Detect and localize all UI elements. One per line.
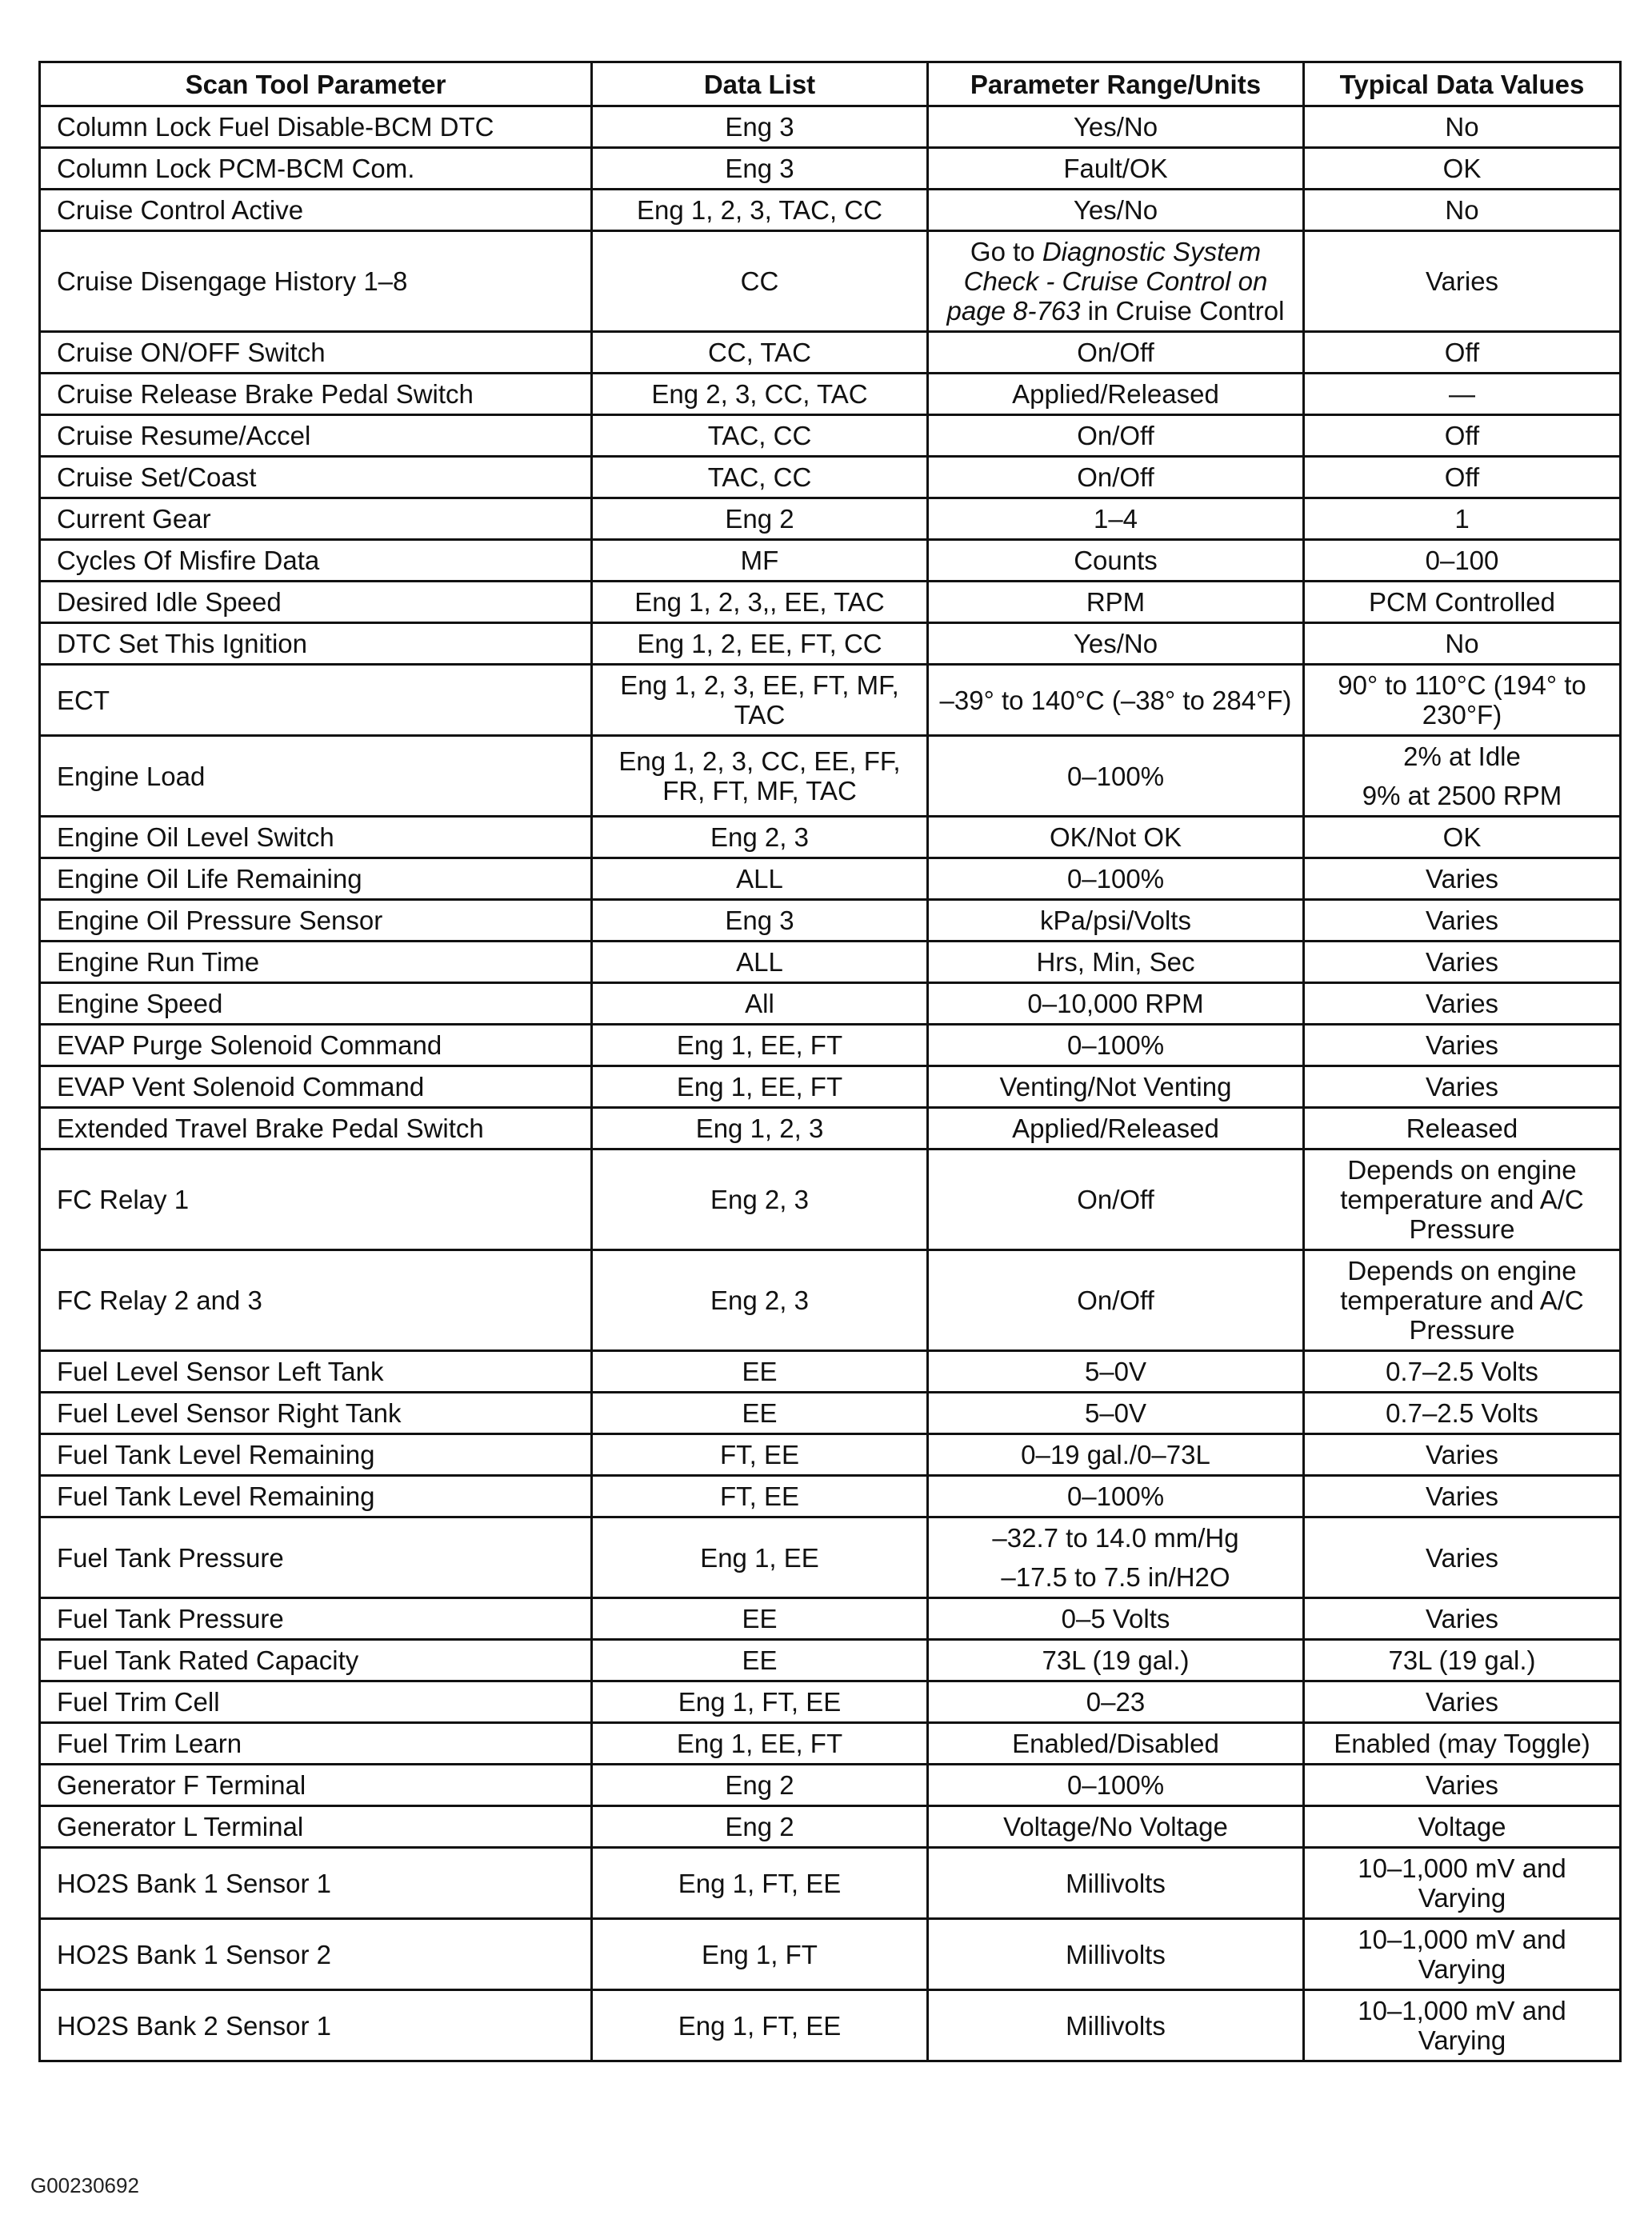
- typical-value-cell: Released: [1304, 1108, 1621, 1149]
- range-units-cell: On/Off: [928, 457, 1304, 498]
- header-row: [40, 62, 1621, 106]
- table-row: [40, 1723, 1621, 1765]
- table-row: [40, 1250, 1621, 1351]
- range-units-cell: Enabled/Disabled: [928, 1723, 1304, 1765]
- range-units-cell: On/Off: [928, 332, 1304, 374]
- typical-value-cell: 10–1,000 mV and Varying: [1304, 1919, 1621, 1990]
- typical-value-cell: 0.7–2.5 Volts: [1304, 1351, 1621, 1393]
- typical-value-cell: [1304, 736, 1621, 817]
- range-units-cell: [928, 231, 1304, 332]
- data-list-cell: Eng 1, FT: [592, 1919, 928, 1990]
- typical-value-cell: Varies: [1304, 1025, 1621, 1066]
- data-list-cell: Eng 1, FT, EE: [592, 1681, 928, 1723]
- parameter-cell: Fuel Tank Level Remaining: [40, 1476, 592, 1517]
- data-list-cell: CC: [592, 231, 928, 332]
- range-units-cell: 0–100%: [928, 858, 1304, 900]
- range-units-cell: Counts: [928, 540, 1304, 582]
- parameter-cell: Current Gear: [40, 498, 592, 540]
- table-row: [40, 582, 1621, 623]
- parameter-cell: Cruise Set/Coast: [40, 457, 592, 498]
- parameter-cell: Cruise Release Brake Pedal Switch: [40, 374, 592, 415]
- range-units-cell: 0–5 Volts: [928, 1598, 1304, 1640]
- typical-value-cell: 73L (19 gal.): [1304, 1640, 1621, 1681]
- typical-value-cell: Varies: [1304, 1066, 1621, 1108]
- table-row: [40, 736, 1621, 817]
- parameter-cell: Column Lock PCM-BCM Com.: [40, 148, 592, 190]
- typical-value-cell: 10–1,000 mV and Varying: [1304, 1990, 1621, 2061]
- range-units-cell: 0–100%: [928, 736, 1304, 817]
- table-row: [40, 665, 1621, 736]
- range-units-cell: Applied/Released: [928, 374, 1304, 415]
- range-units-cell: Yes/No: [928, 623, 1304, 665]
- data-list-cell: Eng 1, 2, 3: [592, 1108, 928, 1149]
- typical-value-cell: Enabled (may Toggle): [1304, 1723, 1621, 1765]
- typical-value-cell: 10–1,000 mV and Varying: [1304, 1848, 1621, 1919]
- parameter-cell: Desired Idle Speed: [40, 582, 592, 623]
- data-list-cell: Eng 1, EE, FT: [592, 1066, 928, 1108]
- typical-value-cell-line: 2% at Idle: [1403, 742, 1521, 771]
- table-row: [40, 1434, 1621, 1476]
- typical-value-cell: Off: [1304, 457, 1621, 498]
- table-row: [40, 942, 1621, 983]
- data-list-cell: Eng 2, 3: [592, 817, 928, 858]
- data-list-cell: Eng 1, FT, EE: [592, 1848, 928, 1919]
- table-row: [40, 415, 1621, 457]
- parameter-cell: Cycles Of Misfire Data: [40, 540, 592, 582]
- data-list-cell: Eng 1, EE, FT: [592, 1025, 928, 1066]
- range-units-cell: 0–19 gal./0–73L: [928, 1434, 1304, 1476]
- range-units-cell: [928, 1517, 1304, 1598]
- typical-value-cell: Depends on engine temperature and A/C Pressure: [1304, 1250, 1621, 1351]
- parameter-cell: FC Relay 2 and 3: [40, 1250, 592, 1351]
- table-row: [40, 1806, 1621, 1848]
- parameter-cell: Column Lock Fuel Disable-BCM DTC: [40, 106, 592, 148]
- typical-value-cell: Varies: [1304, 1434, 1621, 1476]
- table-row: [40, 858, 1621, 900]
- table-row: [40, 1066, 1621, 1108]
- data-list-cell: Eng 1, 2, 3, CC, EE, FF, FR, FT, MF, TAC: [592, 736, 928, 817]
- range-units-cell: 5–0V: [928, 1351, 1304, 1393]
- parameter-cell: Generator L Terminal: [40, 1806, 592, 1848]
- range-units-cell: On/Off: [928, 415, 1304, 457]
- parameter-cell: FC Relay 1: [40, 1149, 592, 1250]
- range-units-cell: 0–10,000 RPM: [928, 983, 1304, 1025]
- range-units-cell: Fault/OK: [928, 148, 1304, 190]
- table-body: [40, 106, 1621, 2061]
- range-units-cell: Hrs, Min, Sec: [928, 942, 1304, 983]
- data-list-cell: Eng 1, 2, 3,, EE, TAC: [592, 582, 928, 623]
- table-row: [40, 498, 1621, 540]
- typical-value-cell: No: [1304, 623, 1621, 665]
- table-row: [40, 1476, 1621, 1517]
- typical-value-cell: Varies: [1304, 900, 1621, 942]
- parameter-cell: Engine Oil Life Remaining: [40, 858, 592, 900]
- parameter-cell: Fuel Level Sensor Right Tank: [40, 1393, 592, 1434]
- parameter-cell: HO2S Bank 1 Sensor 2: [40, 1919, 592, 1990]
- table-row: [40, 623, 1621, 665]
- typical-value-cell: Off: [1304, 332, 1621, 374]
- parameter-cell: Cruise Control Active: [40, 190, 592, 231]
- typical-value-cell: Varies: [1304, 231, 1621, 332]
- table-row: [40, 1393, 1621, 1434]
- typical-value-cell: Depends on engine temperature and A/C Pressure: [1304, 1149, 1621, 1250]
- table-row: [40, 148, 1621, 190]
- table-row: [40, 1919, 1621, 1990]
- parameter-cell: Cruise ON/OFF Switch: [40, 332, 592, 374]
- table-row: [40, 983, 1621, 1025]
- column-header-typical-values: Typical Data Values: [1304, 62, 1621, 106]
- data-list-cell: Eng 2, 3, CC, TAC: [592, 374, 928, 415]
- table-row: [40, 1765, 1621, 1806]
- table-row: [40, 817, 1621, 858]
- range-units-cell: Millivolts: [928, 1990, 1304, 2061]
- parameter-cell: Engine Oil Level Switch: [40, 817, 592, 858]
- data-list-cell: EE: [592, 1393, 928, 1434]
- data-list-cell: FT, EE: [592, 1476, 928, 1517]
- cruise-note-reference: Diagnostic System Check - Cruise Control on page 8-763: [946, 237, 1268, 326]
- typical-value-cell: Varies: [1304, 983, 1621, 1025]
- range-units-cell: OK/Not OK: [928, 817, 1304, 858]
- range-units-cell: 73L (19 gal.): [928, 1640, 1304, 1681]
- data-list-cell: ALL: [592, 858, 928, 900]
- parameter-cell: Engine Speed: [40, 983, 592, 1025]
- table-row: [40, 1681, 1621, 1723]
- data-list-cell: CC, TAC: [592, 332, 928, 374]
- cruise-note-prefix: Go to: [970, 237, 1042, 266]
- range-units-cell: Millivolts: [928, 1848, 1304, 1919]
- range-units-cell: 0–23: [928, 1681, 1304, 1723]
- range-units-cell: Millivolts: [928, 1919, 1304, 1990]
- parameter-cell: EVAP Purge Solenoid Command: [40, 1025, 592, 1066]
- parameter-cell: Engine Load: [40, 736, 592, 817]
- data-list-cell: Eng 2: [592, 1806, 928, 1848]
- data-list-cell: Eng 3: [592, 106, 928, 148]
- typical-value-cell: 90° to 110°C (194° to 230°F): [1304, 665, 1621, 736]
- data-list-cell: Eng 1, 2, 3, EE, FT, MF, TAC: [592, 665, 928, 736]
- range-units-cell: RPM: [928, 582, 1304, 623]
- range-units-cell: 0–100%: [928, 1025, 1304, 1066]
- table-row: [40, 190, 1621, 231]
- typical-value-cell: PCM Controlled: [1304, 582, 1621, 623]
- range-units-cell: Yes/No: [928, 190, 1304, 231]
- typical-value-cell: 1: [1304, 498, 1621, 540]
- typical-value-cell: OK: [1304, 817, 1621, 858]
- parameter-cell: Cruise Disengage History 1–8: [40, 231, 592, 332]
- typical-value-cell: No: [1304, 106, 1621, 148]
- range-units-cell: Voltage/No Voltage: [928, 1806, 1304, 1848]
- range-units-cell: Applied/Released: [928, 1108, 1304, 1149]
- typical-value-cell: Varies: [1304, 1476, 1621, 1517]
- data-list-cell: Eng 1, FT, EE: [592, 1990, 928, 2061]
- table-row: [40, 106, 1621, 148]
- data-list-cell: FT, EE: [592, 1434, 928, 1476]
- range-units-cell: Venting/Not Venting: [928, 1066, 1304, 1108]
- parameter-cell: Engine Run Time: [40, 942, 592, 983]
- range-units-cell: On/Off: [928, 1250, 1304, 1351]
- typical-value-cell: OK: [1304, 148, 1621, 190]
- table-row: [40, 332, 1621, 374]
- typical-value-cell: Varies: [1304, 858, 1621, 900]
- range-units-cell: On/Off: [928, 1149, 1304, 1250]
- data-list-cell: Eng 2: [592, 1765, 928, 1806]
- typical-value-cell: Off: [1304, 415, 1621, 457]
- data-list-cell: Eng 1, 2, 3, TAC, CC: [592, 190, 928, 231]
- data-list-cell: EE: [592, 1351, 928, 1393]
- range-units-cell: –39° to 140°C (–38° to 284°F): [928, 665, 1304, 736]
- data-list-cell: Eng 1, EE: [592, 1517, 928, 1598]
- table-row: [40, 1517, 1621, 1598]
- range-units-cell-line: –17.5 to 7.5 in/H2O: [1001, 1562, 1230, 1592]
- data-list-cell: EE: [592, 1598, 928, 1640]
- data-list-cell: Eng 3: [592, 148, 928, 190]
- data-list-cell: TAC, CC: [592, 415, 928, 457]
- parameter-cell: Fuel Tank Pressure: [40, 1598, 592, 1640]
- table-row: [40, 1598, 1621, 1640]
- parameter-cell: Fuel Tank Level Remaining: [40, 1434, 592, 1476]
- typical-value-cell-line: 9% at 2500 RPM: [1362, 781, 1562, 810]
- data-list-cell: Eng 2, 3: [592, 1149, 928, 1250]
- figure-id: G00230692: [30, 2173, 139, 2197]
- typical-value-cell: Varies: [1304, 1681, 1621, 1723]
- column-header-range-units: Parameter Range/Units: [928, 62, 1304, 106]
- data-list-cell: Eng 2, 3: [592, 1250, 928, 1351]
- parameter-cell: Fuel Trim Cell: [40, 1681, 592, 1723]
- parameter-cell: HO2S Bank 2 Sensor 1: [40, 1990, 592, 2061]
- data-list-cell: Eng 2: [592, 498, 928, 540]
- table-row: [40, 1351, 1621, 1393]
- typical-value-cell: Varies: [1304, 1598, 1621, 1640]
- typical-value-cell: Varies: [1304, 1765, 1621, 1806]
- data-list-cell: Eng 1, 2, EE, FT, CC: [592, 623, 928, 665]
- data-list-cell: TAC, CC: [592, 457, 928, 498]
- range-units-cell: 1–4: [928, 498, 1304, 540]
- data-list-cell: MF: [592, 540, 928, 582]
- typical-value-cell: 0.7–2.5 Volts: [1304, 1393, 1621, 1434]
- table-row: [40, 231, 1621, 332]
- cruise-note-suffix: in Cruise Control: [1080, 296, 1285, 326]
- parameter-cell: Fuel Level Sensor Left Tank: [40, 1351, 592, 1393]
- typical-value-cell: —: [1304, 374, 1621, 415]
- table-row: [40, 1848, 1621, 1919]
- data-list-cell: All: [592, 983, 928, 1025]
- table-row: [40, 1108, 1621, 1149]
- range-units-cell: kPa/psi/Volts: [928, 900, 1304, 942]
- range-units-cell: 0–100%: [928, 1476, 1304, 1517]
- column-header-data-list: Data List: [592, 62, 928, 106]
- data-list-cell: ALL: [592, 942, 928, 983]
- table-row: [40, 1149, 1621, 1250]
- parameter-cell: Generator F Terminal: [40, 1765, 592, 1806]
- data-list-cell: Eng 3: [592, 900, 928, 942]
- parameter-cell: Engine Oil Pressure Sensor: [40, 900, 592, 942]
- parameter-cell: HO2S Bank 1 Sensor 1: [40, 1848, 592, 1919]
- parameter-cell: DTC Set This Ignition: [40, 623, 592, 665]
- scan-tool-data-table: [38, 61, 1622, 2062]
- table-row: [40, 457, 1621, 498]
- table-row: [40, 1640, 1621, 1681]
- parameter-cell: Extended Travel Brake Pedal Switch: [40, 1108, 592, 1149]
- range-units-cell: 5–0V: [928, 1393, 1304, 1434]
- parameter-cell: Fuel Tank Rated Capacity: [40, 1640, 592, 1681]
- typical-value-cell: No: [1304, 190, 1621, 231]
- data-list-cell: EE: [592, 1640, 928, 1681]
- data-list-cell: Eng 1, EE, FT: [592, 1723, 928, 1765]
- range-units-cell: 0–100%: [928, 1765, 1304, 1806]
- range-units-cell-line: –32.7 to 14.0 mm/Hg: [992, 1523, 1239, 1553]
- typical-value-cell: Varies: [1304, 942, 1621, 983]
- parameter-cell: ECT: [40, 665, 592, 736]
- table-row: [40, 540, 1621, 582]
- table-row: [40, 1025, 1621, 1066]
- table-row: [40, 1990, 1621, 2061]
- parameter-cell: Fuel Trim Learn: [40, 1723, 592, 1765]
- parameter-cell: EVAP Vent Solenoid Command: [40, 1066, 592, 1108]
- parameter-cell: Fuel Tank Pressure: [40, 1517, 592, 1598]
- table-row: [40, 900, 1621, 942]
- typical-value-cell: Voltage: [1304, 1806, 1621, 1848]
- column-header-parameter: Scan Tool Parameter: [40, 62, 592, 106]
- typical-value-cell: 0–100: [1304, 540, 1621, 582]
- typical-value-cell: Varies: [1304, 1517, 1621, 1598]
- range-units-cell: Yes/No: [928, 106, 1304, 148]
- table-row: [40, 374, 1621, 415]
- parameter-cell: Cruise Resume/Accel: [40, 415, 592, 457]
